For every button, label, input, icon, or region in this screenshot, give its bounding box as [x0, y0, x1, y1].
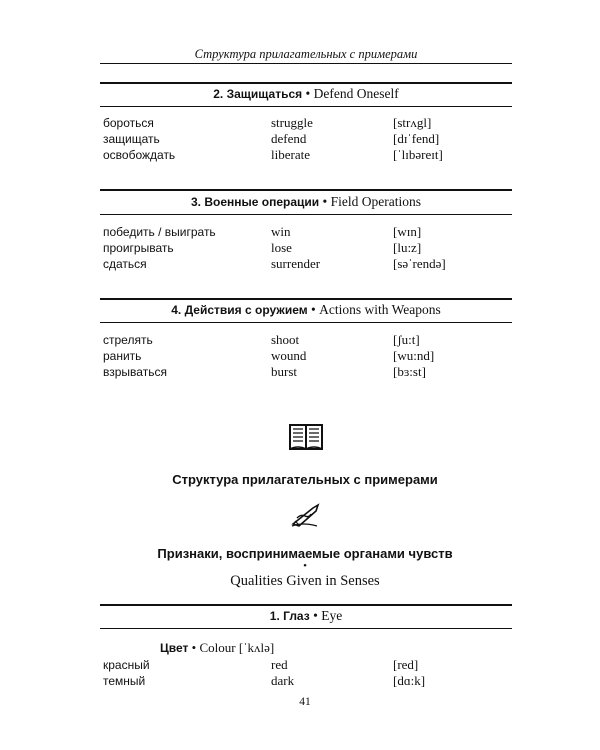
- transcription: [ˈlɪbəreɪt]: [393, 147, 443, 162]
- vocab-row: [0, 131, 600, 147]
- section-rule: [100, 322, 512, 323]
- separator-bullet: •: [313, 608, 318, 623]
- english-word: dark: [271, 673, 295, 688]
- transcription: [dɑ:k]: [393, 673, 426, 688]
- separator-bullet: •: [305, 86, 311, 101]
- separator-bullet: •: [310, 302, 316, 317]
- transcription: [red]: [393, 657, 419, 672]
- transcription: [səˈrendə]: [393, 256, 446, 271]
- separator-bullet: •: [191, 640, 197, 655]
- transcription: [wu:nd]: [393, 348, 435, 363]
- section-title: [100, 194, 512, 210]
- transcription: [dɪˈfend]: [393, 131, 440, 146]
- section-title-en: Field Operations: [330, 194, 421, 209]
- vocab-row: [0, 224, 600, 240]
- section-title: [100, 608, 512, 624]
- english-word: burst: [271, 364, 297, 379]
- section-rule: [100, 106, 512, 107]
- russian-word: бороться: [103, 116, 154, 130]
- english-word: struggle: [271, 115, 313, 130]
- section-title-ru: 1. Глаз: [269, 609, 310, 623]
- section-title-ru: 4. Действия с оружием: [171, 303, 308, 317]
- vocab-row: [0, 240, 600, 256]
- section-rule: [100, 214, 512, 215]
- transcription: [lu:z]: [393, 240, 422, 255]
- section-rule: [100, 298, 512, 300]
- russian-word: проигрывать: [103, 241, 174, 255]
- vocab-row: [0, 115, 600, 131]
- english-word: red: [271, 657, 288, 672]
- section-rule: [100, 628, 512, 629]
- vocab-row: [0, 332, 600, 348]
- russian-word: ранить: [103, 349, 142, 363]
- english-word: liberate: [271, 147, 310, 162]
- transcription: [ʃu:t]: [393, 332, 420, 347]
- section-title-en: Defend Oneself: [313, 86, 399, 101]
- section-rule: [100, 604, 512, 606]
- vocab-row: [0, 657, 600, 673]
- english-word: win: [271, 224, 291, 239]
- russian-word: взрываться: [103, 365, 167, 379]
- russian-word: сдаться: [103, 257, 147, 271]
- english-word: defend: [271, 131, 307, 146]
- subheading-transcription: [ˈkʌlə]: [238, 640, 275, 655]
- section-title-ru: 2. Защищаться: [213, 87, 303, 101]
- section-title-en: Actions with Weapons: [319, 302, 441, 317]
- transcription: [bɜ:st]: [393, 364, 426, 379]
- running-head: Структура прилагательных с примерами: [194, 47, 418, 61]
- section-rule: [100, 189, 512, 191]
- open-book-icon: [288, 423, 324, 451]
- senses-heading-ru: Признаки, воспринимаемые органами чувств: [157, 546, 453, 561]
- senses-heading-en: Qualities Given in Senses: [230, 573, 380, 589]
- subheading-ru: Цвет: [160, 641, 189, 655]
- english-word: lose: [271, 240, 292, 255]
- page-number: 41: [299, 696, 311, 708]
- subheading-en: Colour: [199, 640, 236, 655]
- russian-word: темный: [103, 674, 146, 688]
- header-rule: [100, 63, 512, 64]
- adjectives-heading: Структура прилагательных с примерами: [172, 472, 438, 487]
- english-word: wound: [271, 348, 307, 363]
- russian-word: защищать: [103, 132, 160, 146]
- english-word: surrender: [271, 256, 321, 271]
- vocab-row: [0, 364, 600, 380]
- english-word: shoot: [271, 332, 300, 347]
- writing-hand-icon: [289, 502, 323, 528]
- transcription: [wɪn]: [393, 224, 422, 239]
- section-rule: [100, 82, 512, 84]
- vocab-row: [0, 673, 600, 689]
- vocab-row: [0, 348, 600, 364]
- russian-word: победить / выиграть: [103, 225, 216, 239]
- russian-word: красный: [103, 658, 150, 672]
- vocab-row: [0, 256, 600, 272]
- section-title: [100, 302, 512, 318]
- subheading: [160, 640, 274, 656]
- section-title: [100, 86, 512, 102]
- section-title-ru: 3. Военные операции: [190, 195, 320, 209]
- heading-bullet: •: [303, 560, 307, 572]
- transcription: [strʌgl]: [393, 115, 432, 130]
- section-title-en: Eye: [321, 608, 343, 623]
- vocab-row: [0, 147, 600, 163]
- russian-word: освобождать: [103, 148, 176, 162]
- separator-bullet: •: [322, 194, 328, 209]
- russian-word: стрелять: [103, 333, 153, 347]
